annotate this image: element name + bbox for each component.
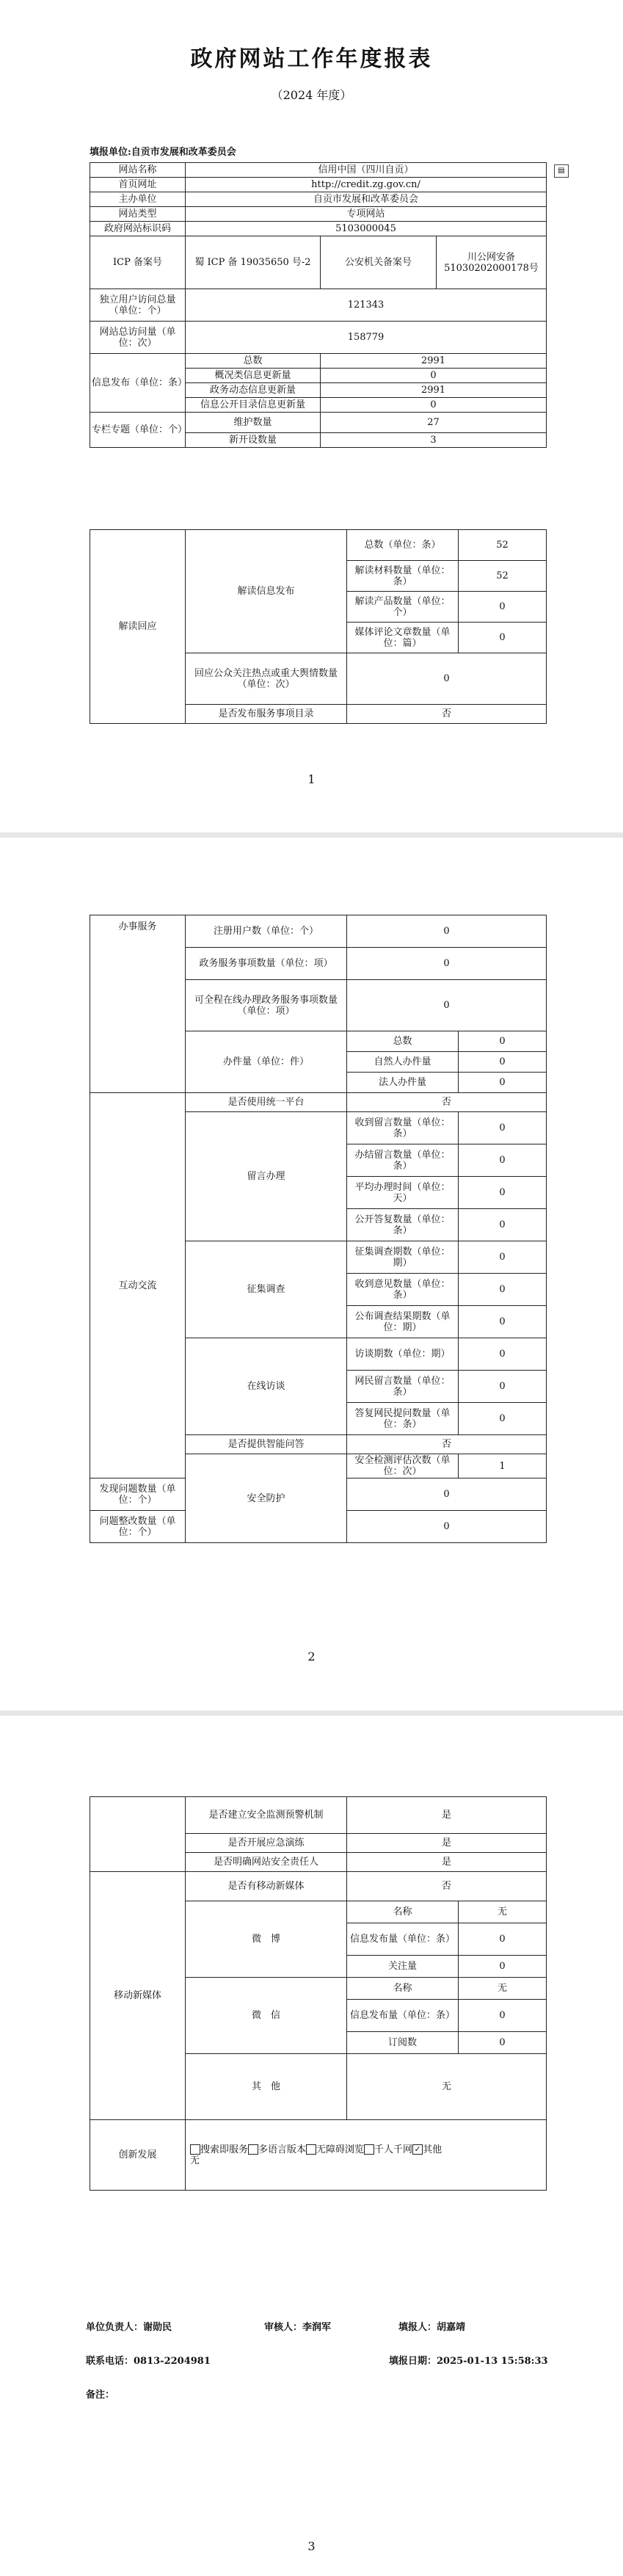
label: 回应公众关注热点或重大舆情数量（单位：次） (186, 653, 347, 705)
label: 名称 (347, 1978, 459, 2000)
option-accessible: 无障碍浏览 (316, 2144, 365, 2155)
label: 订阅数 (347, 2032, 459, 2054)
label: 征集调查期数（单位：期） (347, 1241, 459, 1274)
columns-new: 3 (321, 433, 547, 448)
label: 平均办理时间（单位：天） (347, 1177, 459, 1209)
msg-received: 0 (459, 1112, 547, 1144)
label: ICP 备案号 (90, 236, 186, 289)
label: 独立用户访问总量（单位：个） (90, 289, 186, 322)
services-online: 0 (347, 980, 547, 1031)
services-table (90, 915, 547, 1543)
visitors-value: 121343 (186, 289, 547, 322)
contact-phone: 联系电话：0813-2204981 (86, 2356, 211, 2367)
interpret-table (90, 529, 547, 724)
option-other: 其他 (423, 2144, 442, 2155)
label: 是否建立安全监测预警机制 (186, 1797, 347, 1834)
label: 网站类型 (90, 207, 186, 222)
label: 是否发布服务事项目录 (186, 705, 347, 724)
remark: 备注： (86, 2390, 115, 2401)
label: 其 他 (186, 2054, 347, 2120)
homepage-url[interactable]: http://credit.zg.gov.cn/ (186, 178, 547, 192)
weibo-name: 无 (459, 1901, 547, 1923)
annotation-icon[interactable]: ▤ (554, 164, 569, 178)
label: 关注量 (347, 1956, 459, 1978)
police-number: 川公网安备51030202000178号 (437, 236, 547, 289)
columns-maintain: 27 (321, 413, 547, 433)
report-year: （2024 年度） (271, 88, 352, 102)
label: 政府网站标识码 (90, 222, 186, 236)
columns-section-label: 专栏专题（单位：个） (90, 413, 186, 448)
label: 办结留言数量（单位：条） (347, 1144, 459, 1177)
cases-legal: 0 (459, 1073, 547, 1093)
label: 公布调查结果期数（单位：期） (347, 1306, 459, 1338)
site-name: 信用中国（四川自贡） (186, 163, 547, 178)
label: 新开设数量 (186, 433, 321, 448)
interview-answers: 0 (459, 1403, 547, 1435)
label: 总数（单位：条） (347, 530, 459, 561)
label: 法人办件量 (347, 1073, 459, 1093)
site-id: 5103000045 (186, 222, 547, 236)
label: 政务服务事项数量（单位：项） (186, 948, 347, 980)
info-dynamic: 2991 (321, 383, 547, 398)
label: 是否开展应急演练 (186, 1834, 347, 1853)
checkbox-accessible[interactable] (306, 2144, 316, 2155)
interpret-total: 52 (459, 530, 547, 561)
innovation-other-text: 无 (190, 2155, 200, 2166)
cases-total: 0 (459, 1031, 547, 1052)
label: 公安机关备案号 (321, 236, 437, 289)
label: 名称 (347, 1901, 459, 1923)
label: 在线访谈 (186, 1338, 347, 1435)
mobile-other: 无 (347, 2054, 547, 2120)
host-unit: 自贡市发展和改革委员会 (186, 192, 547, 207)
interpret-materials: 52 (459, 561, 547, 592)
label: 自然人办件量 (347, 1052, 459, 1073)
label: 信息发布量（单位：条） (347, 1923, 459, 1956)
info-total: 2991 (321, 354, 547, 369)
platform-value: 否 (347, 1093, 547, 1112)
info-section-label: 信息发布（单位：条） (90, 354, 186, 413)
unit-principal: 单位负责人：谢勋民 (86, 2322, 172, 2333)
weibo-fans: 0 (459, 1956, 547, 1978)
label: 维护数量 (186, 413, 321, 433)
survey-opinions: 0 (459, 1274, 547, 1306)
label: 答复网民提问数量（单位：条） (347, 1403, 459, 1435)
weibo-posts: 0 (459, 1923, 547, 1956)
filler-person: 填报人：胡嘉靖 (398, 2322, 466, 2333)
interpret-products: 0 (459, 592, 547, 623)
mobile-has: 否 (347, 1872, 547, 1901)
label: 首页网址 (90, 178, 186, 192)
label: 收到意见数量（单位：条） (347, 1274, 459, 1306)
interaction-section-label: 互动交流 (90, 1093, 186, 1479)
wechat-subs: 0 (459, 2032, 547, 2054)
checkbox-multilang[interactable] (248, 2144, 258, 2155)
label: 网民留言数量（单位：条） (347, 1371, 459, 1403)
services-section-label: 办事服务 (90, 915, 186, 1093)
site-type: 专项网站 (186, 207, 547, 222)
interpret-media: 0 (459, 623, 547, 653)
msg-public: 0 (459, 1209, 547, 1241)
option-multilang: 多语言版本 (258, 2144, 307, 2155)
label: 信息发布量（单位：条） (347, 2000, 459, 2032)
label: 收到留言数量（单位：条） (347, 1112, 459, 1144)
fill-date: 填报日期：2025-01-13 15:58:33 (389, 2356, 548, 2367)
filling-unit: 填报单位:自贡市发展和改革委员会 (90, 147, 236, 158)
service-dir-value: 否 (347, 705, 547, 724)
label: 访谈期数（单位：期） (347, 1338, 459, 1371)
label: 办件量（单位：件） (186, 1031, 347, 1093)
interview-questions: 0 (459, 1371, 547, 1403)
label: 是否明确网站安全责任人 (186, 1853, 347, 1872)
interpret-section-label: 解读回应 (90, 530, 186, 724)
label: 微 信 (186, 1978, 347, 2054)
report-page-1 (0, 0, 623, 832)
label: 概况类信息更新量 (186, 369, 321, 383)
page-number: 2 (307, 1650, 316, 1663)
icp-number: 蜀 ICP 备 19035650 号-2 (186, 236, 321, 289)
label: 问题整改数量（单位：个） (90, 1511, 186, 1543)
reviewer: 审核人：李润军 (264, 2322, 332, 2333)
label: 总数 (186, 354, 321, 369)
wechat-name: 无 (459, 1978, 547, 2000)
interpret-hotspot: 0 (347, 653, 547, 705)
security-section-label: 安全防护 (186, 1454, 347, 1543)
info-disclosure: 0 (321, 398, 547, 413)
security-tests: 1 (459, 1454, 547, 1479)
label: 网站名称 (90, 163, 186, 178)
survey-results: 0 (459, 1306, 547, 1338)
label: 留言办理 (186, 1112, 347, 1241)
innovation-section-label: 创新发展 (90, 2120, 186, 2191)
page-number: 1 (307, 772, 316, 786)
security-issues: 0 (347, 1479, 547, 1511)
label: 征集调查 (186, 1241, 347, 1338)
page-number: 3 (307, 2539, 316, 2553)
label: 可全程在线办理政务服务事项数量（单位：项） (186, 980, 347, 1031)
mobile-table (90, 1796, 547, 2191)
smart-value: 否 (347, 1435, 547, 1454)
label: 网站总访问量（单位：次） (90, 322, 186, 354)
checkbox-other-checked[interactable]: ✓ (412, 2144, 423, 2155)
label: 公开答复数量（单位：条） (347, 1209, 459, 1241)
label: 安全检测评估次数（单位：次） (347, 1454, 459, 1479)
survey-periods: 0 (459, 1241, 547, 1274)
security-monitor: 是 (347, 1797, 547, 1834)
security-owner: 是 (347, 1853, 547, 1872)
checkbox-search[interactable] (190, 2144, 200, 2155)
report-title: 政府网站工作年度报表 (190, 46, 433, 72)
label: 主办单位 (90, 192, 186, 207)
interview-periods: 0 (459, 1338, 547, 1371)
basic-info-table (90, 162, 547, 448)
label: 解读材料数量（单位：条） (347, 561, 459, 592)
report-page-2 (0, 838, 623, 1710)
visits-value: 158779 (186, 322, 547, 354)
label: 是否提供智能问答 (186, 1435, 347, 1454)
label: 总数 (347, 1031, 459, 1052)
security-fixed: 0 (347, 1511, 547, 1543)
msg-done: 0 (459, 1144, 547, 1177)
mobile-section-label: 移动新媒体 (90, 1872, 186, 2120)
security-drill: 是 (347, 1834, 547, 1853)
innovation-options (186, 2120, 547, 2191)
info-overview: 0 (321, 369, 547, 383)
option-search: 搜索即服务 (200, 2144, 249, 2155)
services-items: 0 (347, 948, 547, 980)
label: 解读产品数量（单位：个） (347, 592, 459, 623)
label: 解读信息发布 (186, 530, 347, 653)
label: 发现问题数量（单位：个） (90, 1479, 186, 1511)
label: 是否使用统一平台 (186, 1093, 347, 1112)
report-page-3 (0, 1716, 623, 2576)
cases-person: 0 (459, 1052, 547, 1073)
label: 微 博 (186, 1901, 347, 1978)
label: 注册用户数（单位：个） (186, 915, 347, 948)
checkbox-personalized[interactable] (364, 2144, 374, 2155)
label: 政务动态信息更新量 (186, 383, 321, 398)
label: 是否有移动新媒体 (186, 1872, 347, 1901)
services-registered: 0 (347, 915, 547, 948)
msg-days: 0 (459, 1177, 547, 1209)
label: 信息公开目录信息更新量 (186, 398, 321, 413)
option-personalized: 千人千网 (374, 2144, 413, 2155)
security-continued (90, 1797, 186, 1872)
label: 媒体评论文章数量（单位：篇） (347, 623, 459, 653)
wechat-posts: 0 (459, 2000, 547, 2032)
